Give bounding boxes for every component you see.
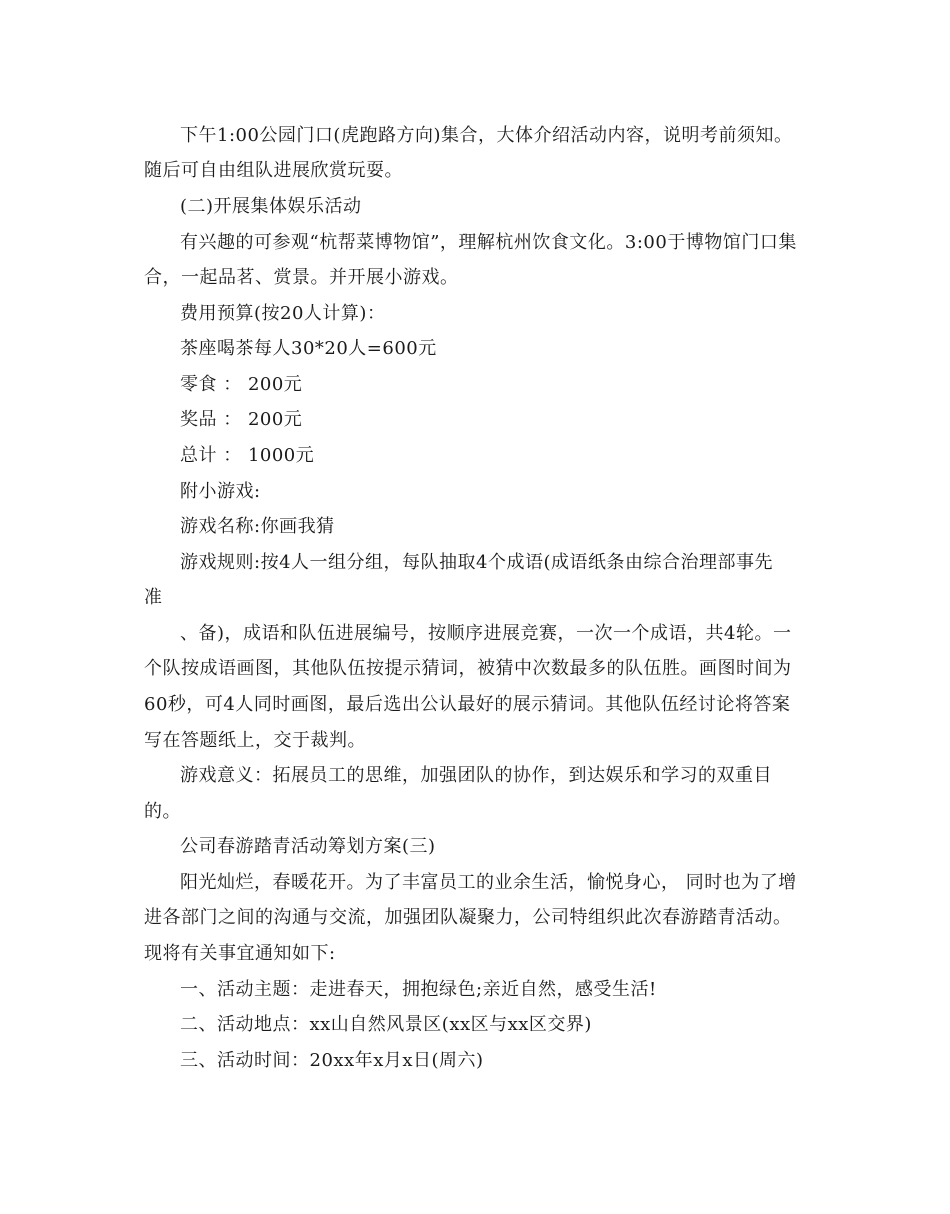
paragraph-line: 现将有关事宜通知如下: [144,943,336,964]
paragraph-line: 写在答题纸上，交于裁判。 [144,730,366,751]
activity-location: 二、活动地点：xx山自然风景区(xx区与xx区交界) [180,1014,592,1035]
game-rules: 游戏规则:按4人一组分组，每队抽取4个成语(成语纸条由综合治理部事先 [180,552,773,573]
paragraph-line: 的。 [144,801,181,822]
paragraph-line: 阳光灿烂，春暖花开。为了丰富员工的业余生活，愉悦身心， 同时也为了增 [180,872,797,893]
activity-time: 三、活动时间：20xx年x月x日(周六) [180,1050,484,1071]
paragraph-line: 准 [144,587,163,608]
paragraph-line: 60秒，可4人同时画图，最后选出公认最好的展示猜词。其他队伍经讨论将答案 [144,694,791,715]
paragraph-line: 下午1:00公园门口(虎跑路方向)集合，大体介绍活动内容，说明考前须知。 [180,125,793,146]
paragraph-line: 合，一起品茗、赏景。并开展小游戏。 [144,267,459,288]
game-name: 游戏名称:你画我猜 [180,516,335,537]
game-meaning: 游戏意义：拓展员工的思维，加强团队的协作，到达娱乐和学习的双重目 [180,765,772,786]
paragraph-line: 随后可自由组队进展欣赏玩耍。 [144,160,403,181]
section-title: 公司春游踏青活动筹划方案(三) [180,836,436,857]
section-heading: (二)开展集体娱乐活动 [180,196,362,217]
paragraph-line: 、备)，成语和队伍进展编号，按顺序进展竞赛，一次一个成语，共4轮。一 [180,623,792,644]
budget-item: 零食 ： 200元 [180,374,303,395]
budget-item: 茶座喝茶每人30*20人=600元 [180,338,437,359]
budget-total: 总计 ： 1000元 [180,445,315,466]
paragraph-line: 个队按成语画图，其他队伍按提示猜词，被猜中次数最多的队伍胜。画图时间为 [144,658,792,679]
paragraph-line: 进各部门之间的沟通与交流，加强团队凝聚力，公司特组织此次春游踏青活动。 [144,907,792,928]
budget-heading: 费用预算(按20人计算)： [180,303,386,324]
activity-theme: 一、活动主题：走进春天，拥抱绿色;亲近自然，感受生活! [180,979,657,1000]
paragraph-line: 有兴趣的可参观“杭帮菜博物馆”，理解杭州饮食文化。3:00于博物馆门口集 [180,232,797,253]
paragraph-line: 附小游戏: [180,481,261,502]
budget-item: 奖品 ： 200元 [180,409,303,430]
